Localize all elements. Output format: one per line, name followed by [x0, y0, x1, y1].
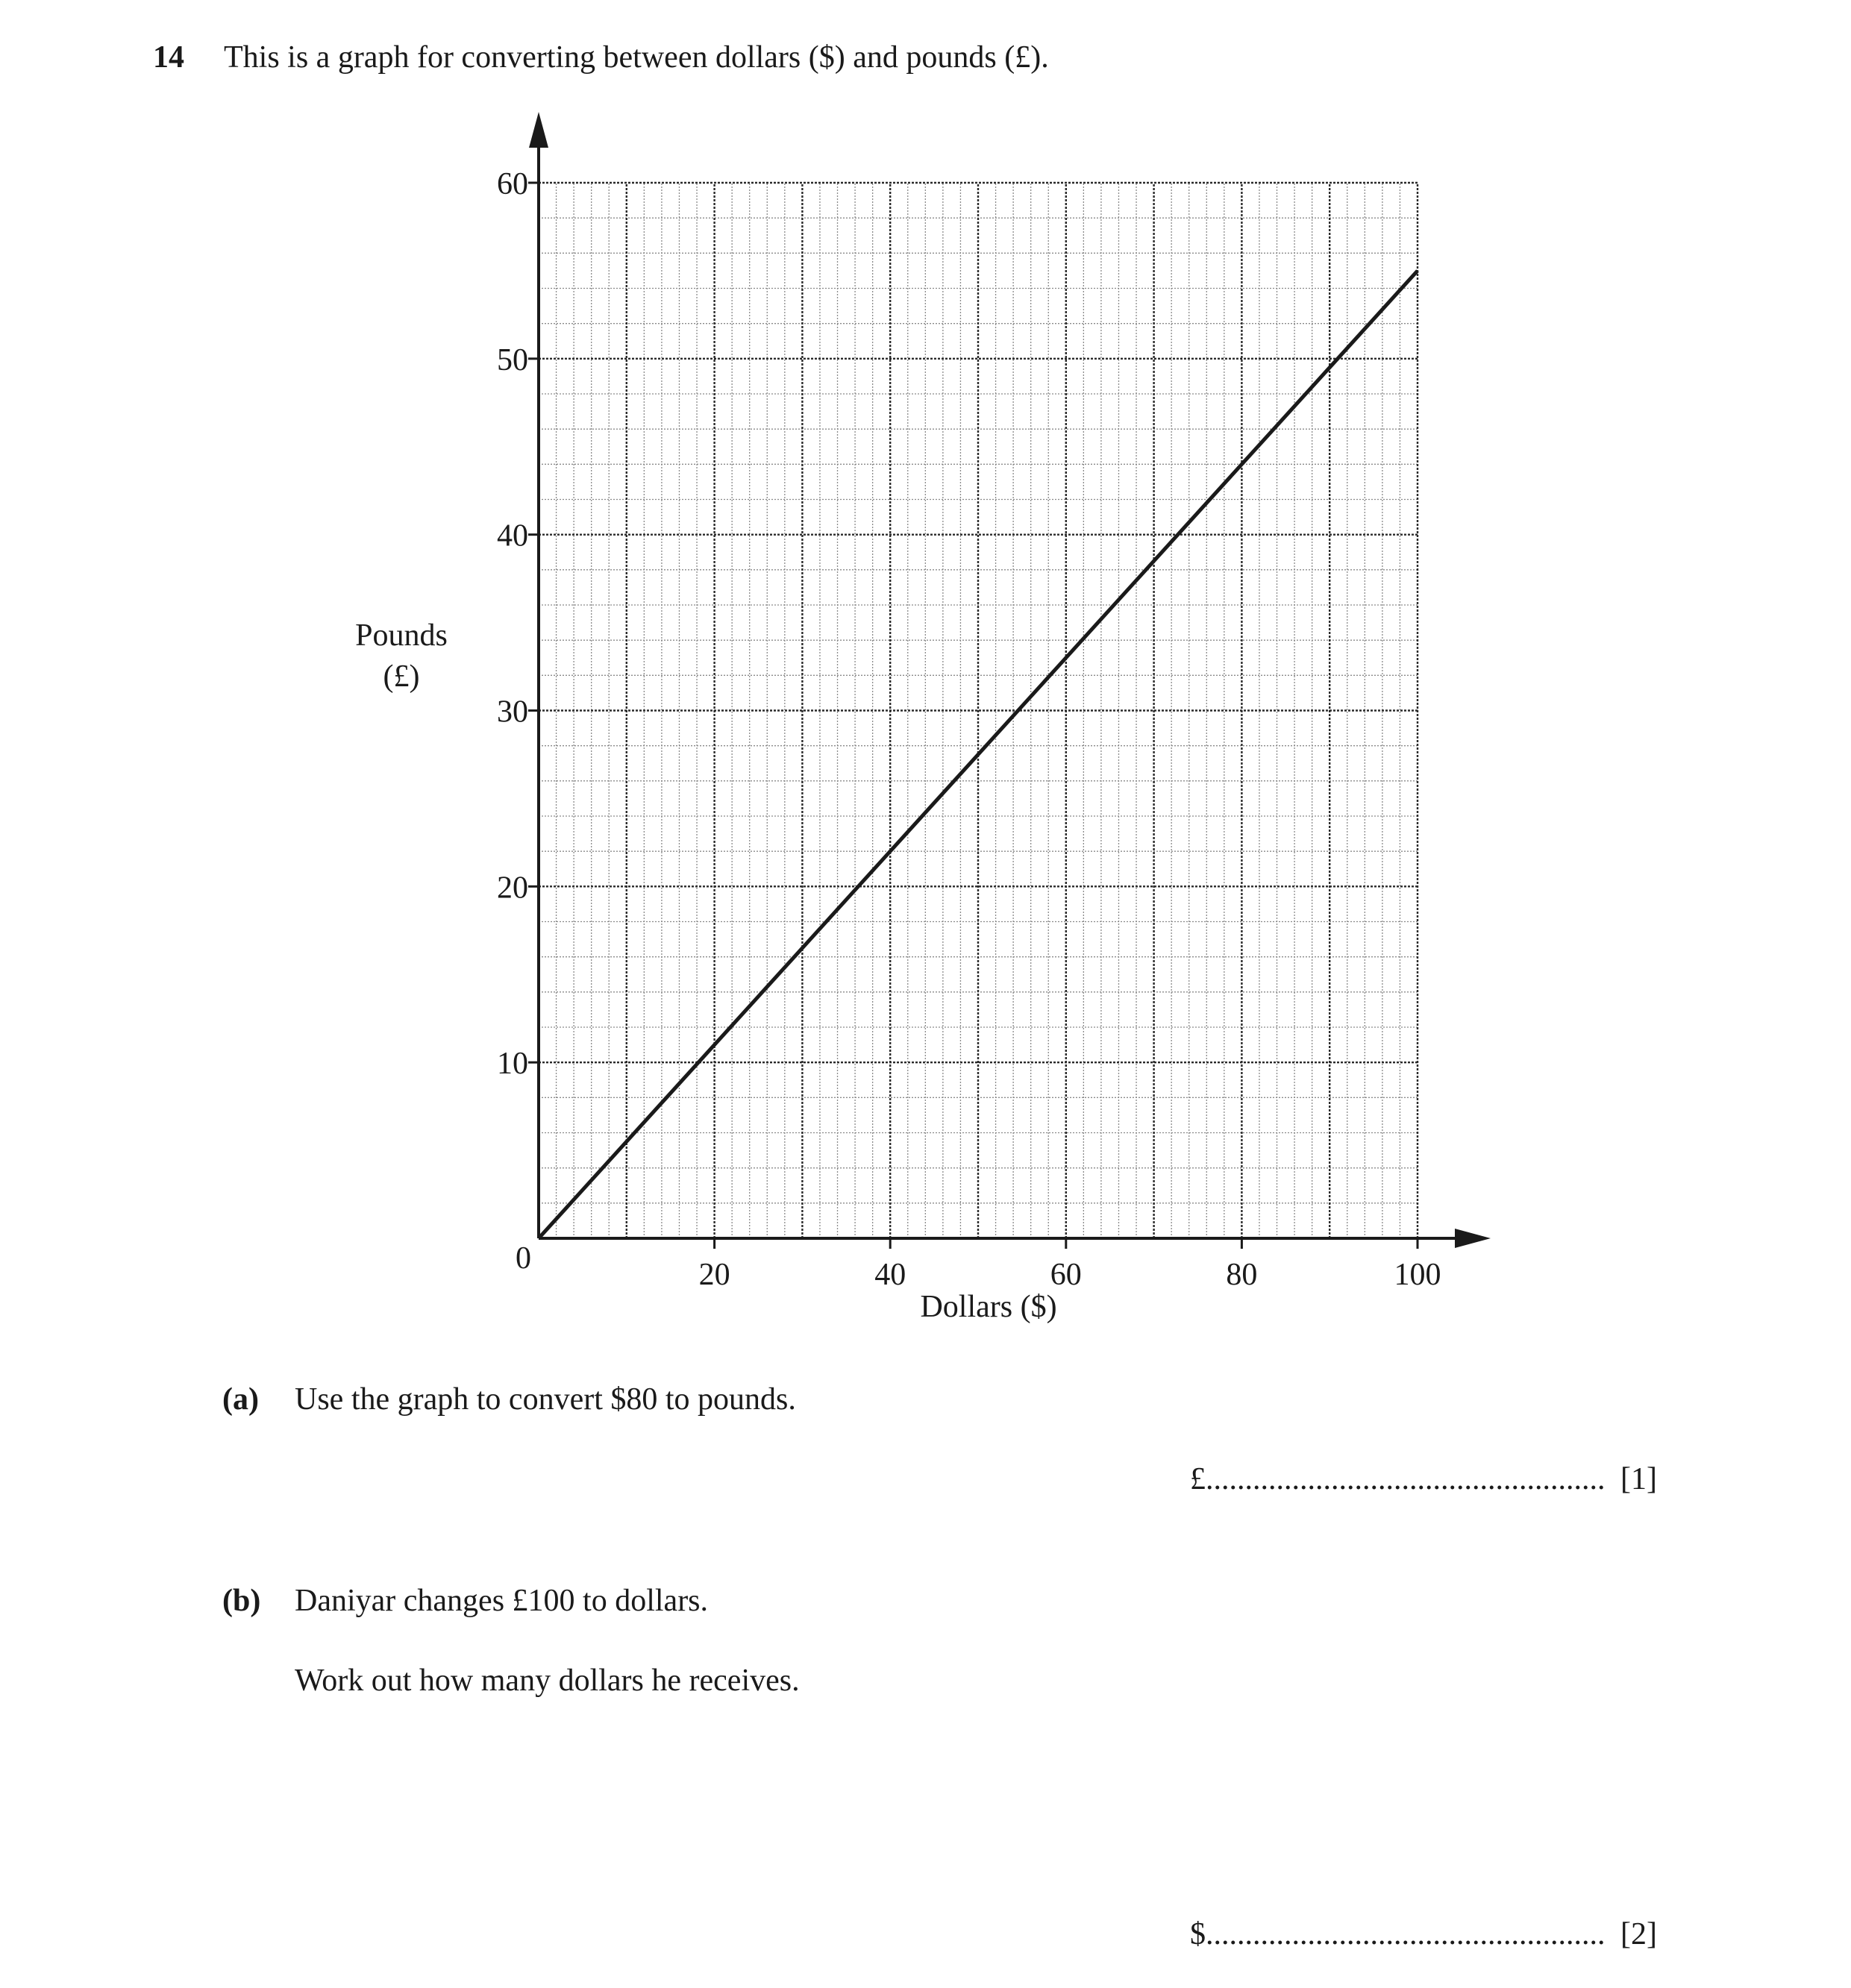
- part-a-text: Use the graph to convert $80 to pounds.: [295, 1382, 796, 1417]
- x-tick-label: 80: [1226, 1258, 1258, 1292]
- question-intro: This is a graph for converting between dollars ($) and pounds (£).: [224, 40, 1049, 75]
- x-tick-label: 40: [874, 1258, 906, 1292]
- part-b-answer-prefix: $: [1190, 1917, 1206, 1951]
- part-b-label: (b): [222, 1584, 261, 1618]
- y-axis-title-line1: Pounds: [355, 618, 448, 653]
- y-axis-title-line2: (£): [383, 659, 420, 694]
- part-b-text-1: Daniyar changes £100 to dollars.: [295, 1584, 709, 1618]
- y-axis-arrowhead: [529, 112, 548, 148]
- tick-labels: [497, 167, 1441, 1292]
- part-a-answer-dots[interactable]: ...................................................: [1206, 1462, 1606, 1496]
- part-a-marks: [1]: [1620, 1462, 1657, 1496]
- x-axis-arrowhead: [1455, 1229, 1491, 1248]
- x-axis-title: Dollars ($): [920, 1290, 1057, 1324]
- part-a-label: (a): [222, 1382, 259, 1417]
- y-tick-label: 50: [497, 342, 528, 377]
- x-tick-label: 100: [1394, 1258, 1441, 1292]
- part-b-text-2: Work out how many dollars he receives.: [295, 1664, 800, 1698]
- part-b-answer-dots[interactable]: ...................................................: [1206, 1917, 1606, 1951]
- y-tick-label: 20: [497, 871, 528, 906]
- y-tick-label: 40: [497, 518, 528, 554]
- y-tick-label: 30: [497, 694, 528, 730]
- y-tick-label: 60: [497, 167, 528, 201]
- part-b-answer-line[interactable]: [1190, 1919, 1657, 1950]
- y-tick-label: 10: [497, 1047, 528, 1082]
- major-grid: [539, 183, 1418, 1238]
- question-number: 14: [153, 40, 184, 75]
- part-a-answer-line[interactable]: [1190, 1464, 1657, 1495]
- x-tick-label: 20: [698, 1258, 730, 1292]
- origin-label: 0: [516, 1241, 531, 1276]
- axes: [529, 112, 1491, 1248]
- part-b-marks: [2]: [1620, 1917, 1657, 1951]
- part-a-answer-prefix: £: [1190, 1462, 1206, 1496]
- x-tick-label: 60: [1050, 1258, 1082, 1292]
